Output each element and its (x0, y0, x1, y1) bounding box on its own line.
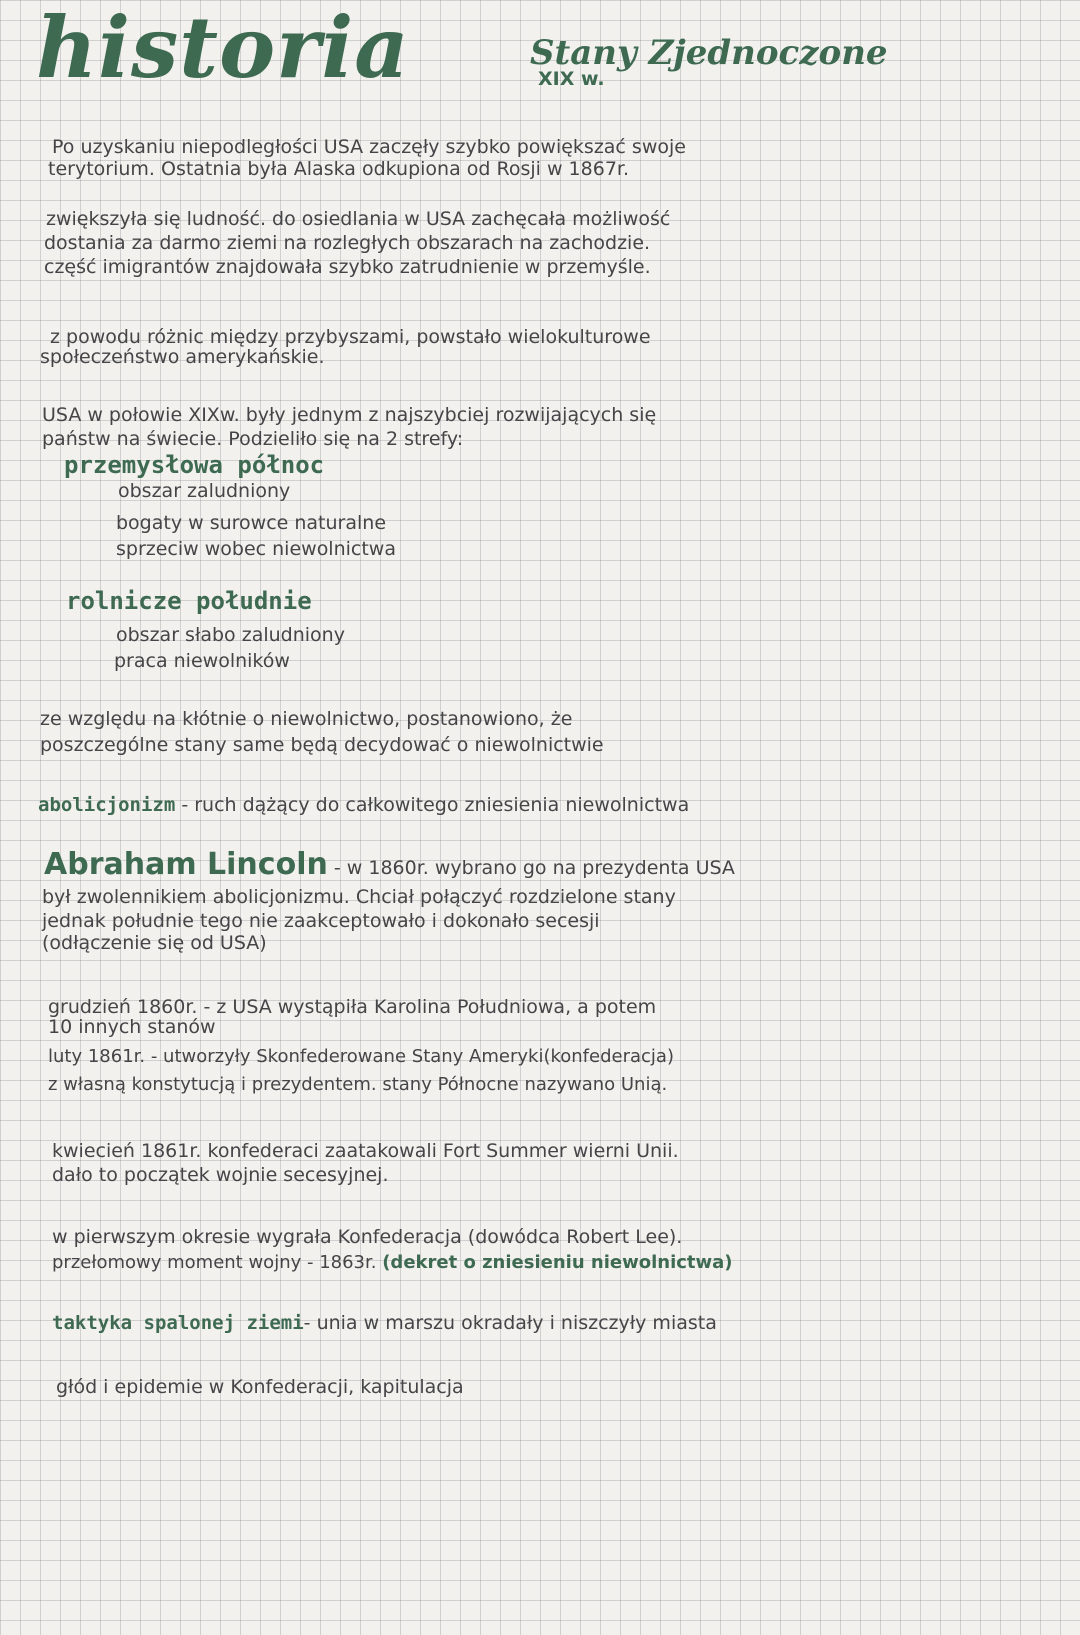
lincoln-line (44, 848, 735, 885)
note-line: z powodu różnic między przybyszami, powstało wielokulturowe (50, 326, 651, 348)
note-line: zwiększyła się ludność. do osiedlania w USA zachęcała możliwość (46, 208, 671, 230)
list-item: praca niewolników (114, 650, 290, 672)
note-line: luty 1861r. - utworzyły Skonfederowane Stany Ameryki(konfederacja) (48, 1046, 674, 1067)
note-line: kwiecień 1861r. konfederaci zaatakowali Fort Summer wierni Unii. (52, 1140, 679, 1162)
definition-line (52, 1312, 717, 1334)
note-line: dostania za darmo ziemi na rozległych obszarach na zachodzie. (44, 232, 651, 254)
note-line: poszczególne stany same będą decydować o niewolnictwie (40, 734, 604, 756)
note-line: część imigrantów znajdowała szybko zatrudnienie w przemyśle. (44, 256, 651, 278)
list-item: sprzeciw wobec niewolnictwa (116, 538, 396, 560)
note-line: ze względu na kłótnie o niewolnictwo, postanowiono, że (40, 708, 573, 730)
note-line: terytorium. Ostatnia była Alaska odkupiona od Rosji w 1867r. (48, 158, 630, 180)
note-line: z własną konstytucją i prezydentem. stany Północne nazywano Unią. (48, 1074, 668, 1095)
section-heading-north: przemysłowa północ (64, 451, 325, 479)
term-scorched-earth: taktyka spalonej ziemi (52, 1312, 304, 1334)
definition-text: - ruch dążący do całkowitego zniesienia niewolnictwa (181, 794, 690, 816)
note-line: głód i epidemie w Konfederacji, kapitulacja (56, 1376, 464, 1398)
section-heading-south: rolnicze południe (66, 587, 312, 615)
turning-point-text: przełomowy moment wojny - 1863r. (52, 1252, 383, 1273)
definition-line (38, 794, 689, 816)
note-line (52, 1252, 733, 1274)
note-line: społeczeństwo amerykańskie. (40, 346, 325, 368)
list-item: bogaty w surowce naturalne (116, 512, 387, 534)
note-line: jednak południe tego nie zaakceptowało i dokonało secesji (42, 910, 600, 932)
person-name: Abraham Lincoln (44, 847, 328, 882)
note-line: Po uzyskaniu niepodległości USA zaczęły szybko powiększać swoje (52, 136, 686, 158)
definition-text: - unia w marszu okradały i niszczyły miasta (303, 1312, 717, 1334)
note-line: 10 innych stanów (48, 1016, 216, 1038)
decree-text: (dekret o zniesieniu niewolnictwa) (382, 1252, 733, 1273)
note-line: w pierwszym okresie wygrała Konfederacja (dowódca Robert Lee). (52, 1226, 683, 1248)
lincoln-text: - w 1860r. wybrano go na prezydenta USA (333, 857, 735, 879)
list-item: obszar zaludniony (118, 480, 291, 502)
note-line: dało to początek wojnie secesyjnej. (52, 1164, 389, 1186)
note-line: państw na świecie. Podzieliło się na 2 strefy: (42, 428, 464, 450)
page-title: historia (36, 0, 410, 97)
page-subtitle: Stany Zjednoczone (530, 33, 888, 73)
term-abolitionism: abolicjonizm (38, 794, 176, 816)
note-line: był zwolennikiem abolicjonizmu. Chciał połączyć rozdzielone stany (42, 886, 676, 908)
page-century: XIX w. (538, 68, 605, 90)
note-line: USA w połowie XIXw. były jednym z najszybciej rozwijających się (42, 404, 657, 426)
list-item: obszar słabo zaludniony (116, 624, 345, 646)
note-line: (odłączenie się od USA) (42, 932, 267, 954)
note-line: grudzień 1860r. - z USA wystąpiła Karolina Południowa, a potem (48, 996, 657, 1018)
